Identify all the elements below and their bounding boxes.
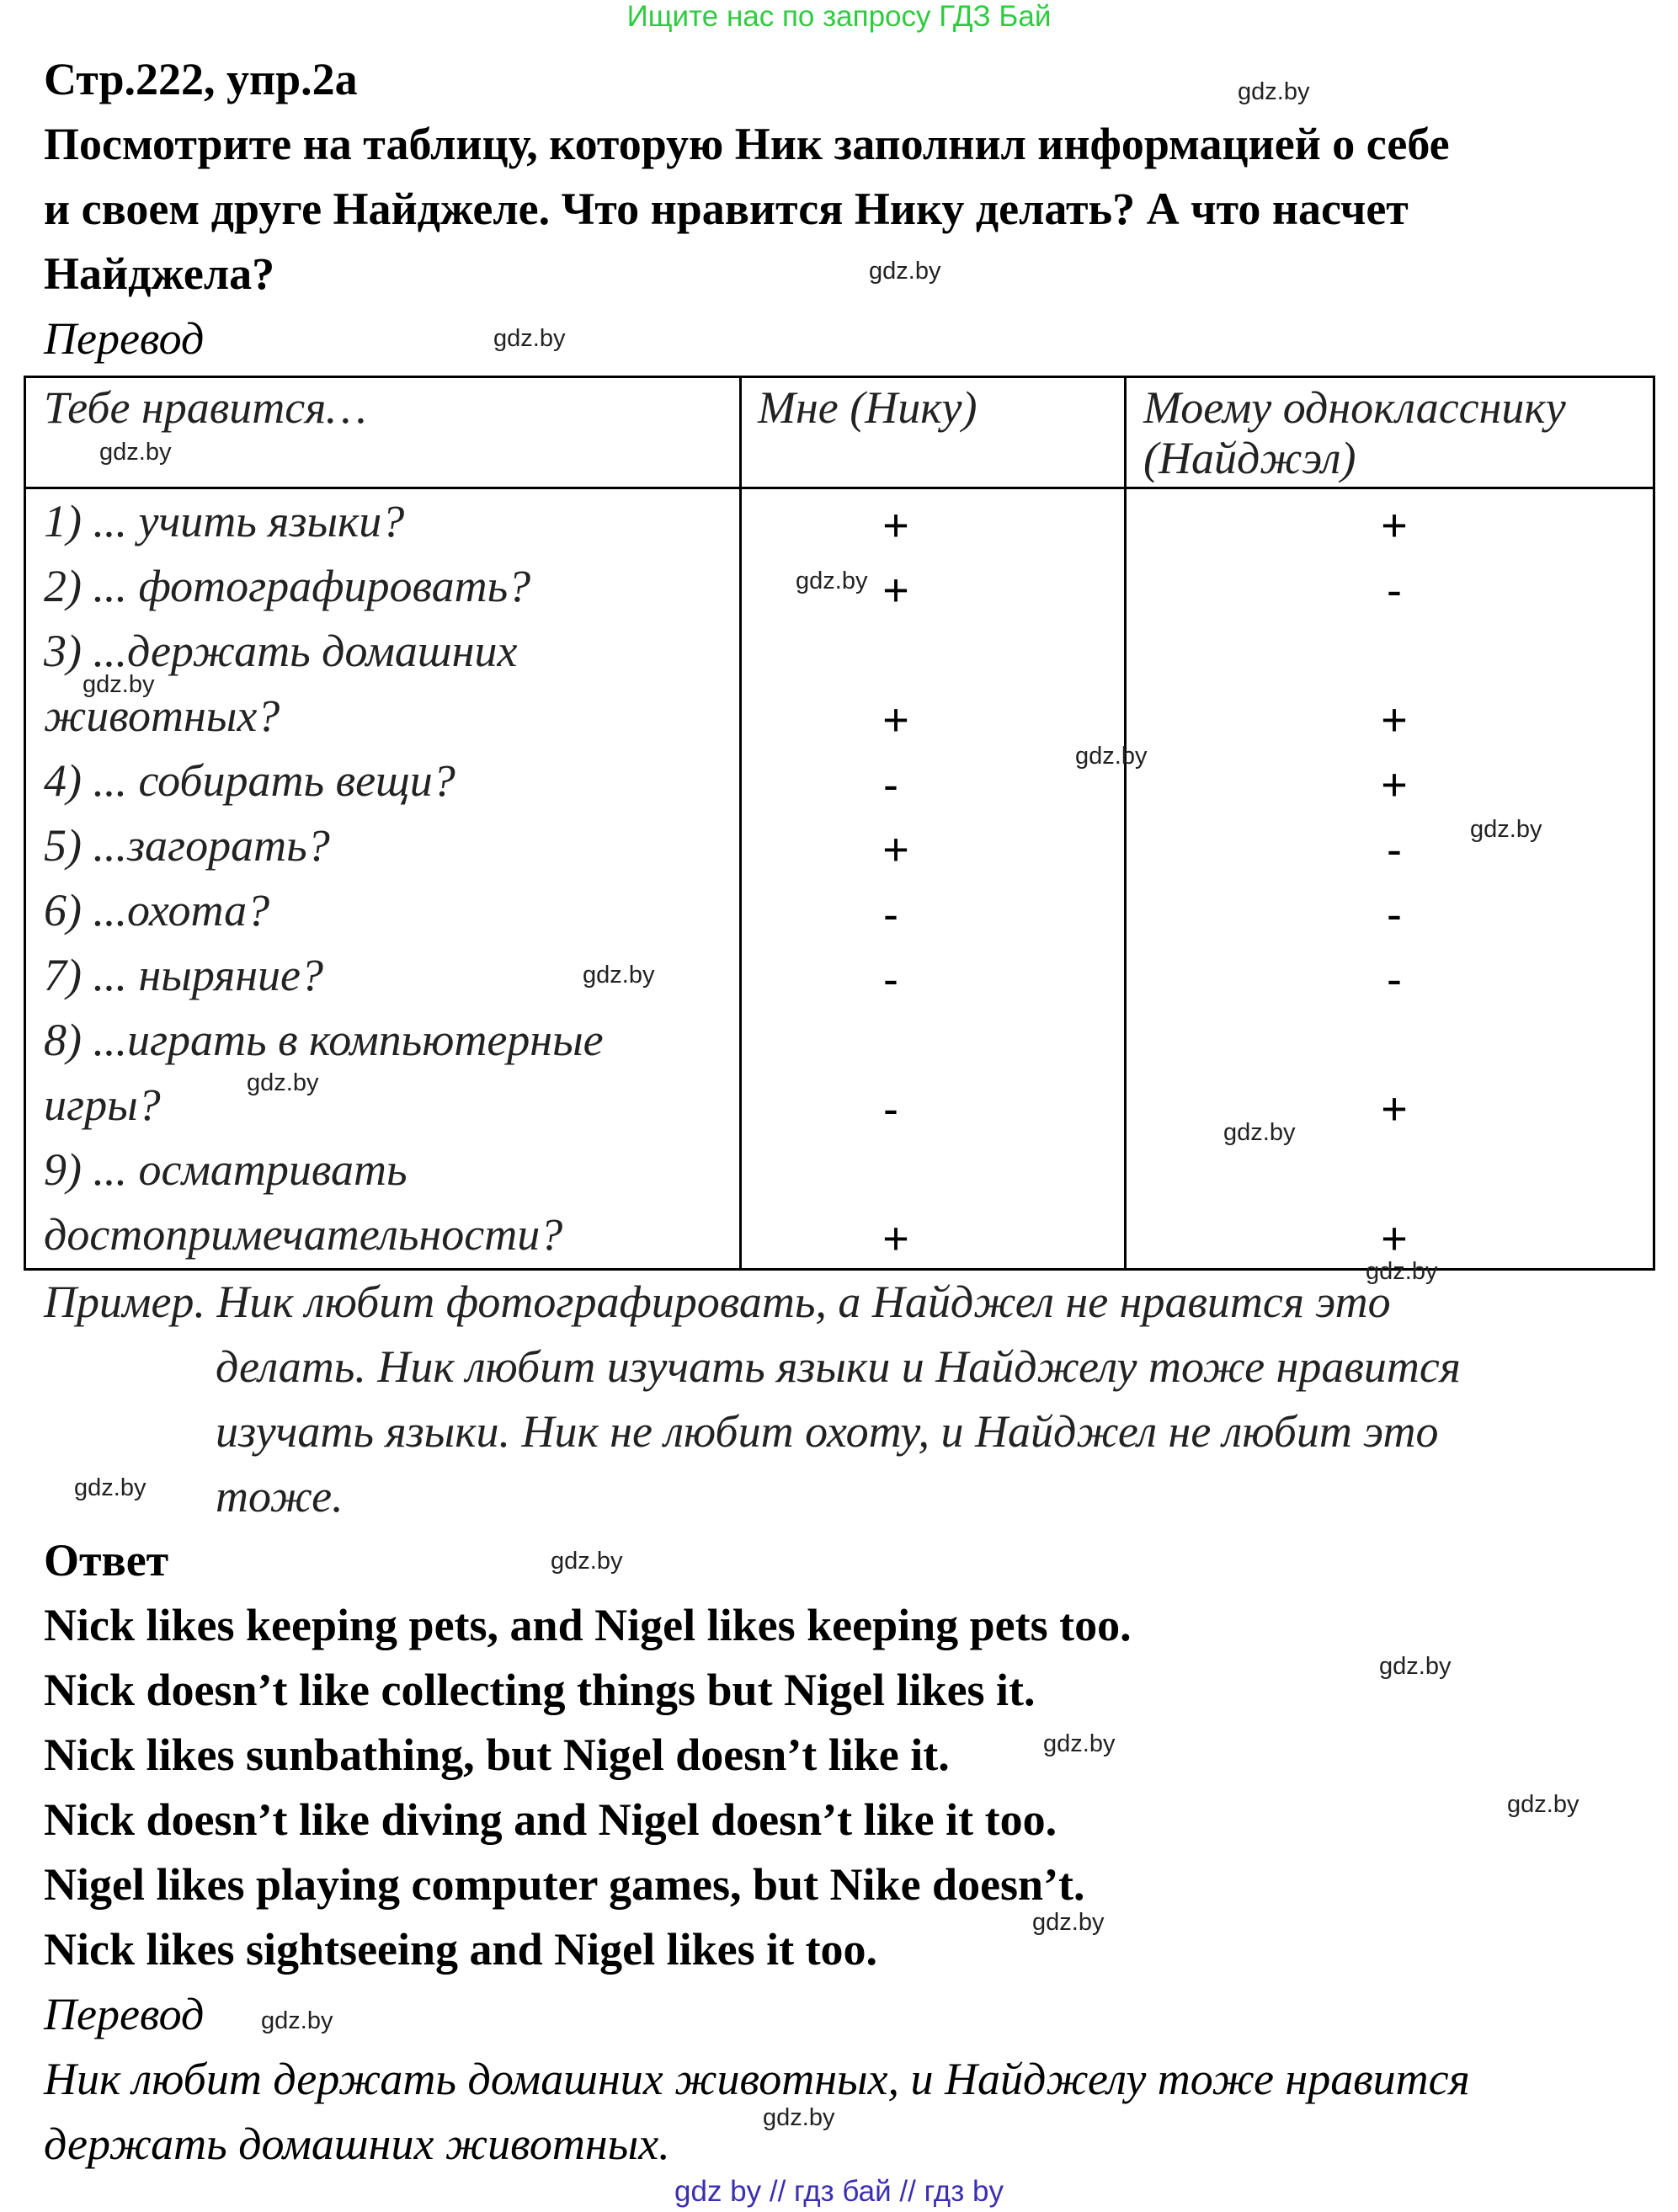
table-row-label: 7) ... ныряние? — [44, 950, 323, 1000]
classmate-mark: + — [1381, 500, 1408, 551]
page-title: Стр.222, упр.2а — [44, 54, 358, 104]
me-mark: - — [883, 954, 898, 1005]
header-question: Тебе нравится… — [44, 382, 367, 433]
watermark: gdz.by — [551, 1548, 623, 1575]
watermark: gdz.by — [74, 1474, 146, 1501]
me-mark: + — [882, 565, 909, 616]
me-mark: - — [883, 760, 898, 810]
task-line-3: Найджела? — [44, 248, 275, 299]
answer-line-5: Nigel likes playing computer games, but Nike doesn’t. — [44, 1859, 1085, 1910]
header-classmate-line-1: Моему однокласснику — [1143, 382, 1566, 433]
classmate-mark: + — [1381, 695, 1408, 745]
example-line-3: изучать языки. Ник не любит охоту, и Найджел не любит это — [216, 1406, 1439, 1457]
answer-line-3: Nick likes sunbathing, but Nigel doesn’t like it. — [44, 1730, 950, 1780]
classmate-mark: + — [1381, 1213, 1408, 1264]
table-row-label: животных? — [44, 690, 280, 741]
me-mark: - — [883, 889, 898, 940]
watermark: gdz.by — [1507, 1791, 1579, 1818]
me-mark: - — [883, 1084, 898, 1134]
likes-table — [24, 376, 1655, 1271]
table-row-label: 1) ... учить языки? — [44, 496, 405, 546]
watermark: gdz.by — [1043, 1730, 1116, 1757]
answer-label: Ответ — [44, 1535, 169, 1586]
table-row-label: 3) ...держать домашних — [44, 626, 518, 676]
watermark: gdz.by — [763, 2104, 835, 2131]
me-mark: + — [882, 824, 909, 875]
table-column-divider — [739, 376, 742, 1271]
translation-line-2: держать домашних животных. — [44, 2119, 670, 2169]
me-mark: + — [882, 500, 909, 551]
watermark: gdz.by — [1379, 1653, 1452, 1680]
answer-line-2: Nick doesn’t like collecting things but Nigel likes it. — [44, 1665, 1036, 1715]
watermark: gdz.by — [1470, 816, 1542, 843]
watermark: gdz.by — [261, 2007, 333, 2034]
watermark: gdz.by — [1032, 1909, 1105, 1936]
table-column-divider — [1124, 376, 1127, 1271]
table-row-label: достопримечательности? — [44, 1209, 563, 1260]
translation-label-2: Перевод — [44, 1989, 205, 2039]
classmate-mark: - — [1387, 954, 1402, 1005]
watermark: gdz.by — [1075, 743, 1148, 770]
watermark: gdz.by — [493, 325, 566, 352]
watermark: gdz.by — [1223, 1119, 1296, 1146]
table-row-label: 4) ... собирать вещи? — [44, 755, 455, 806]
classmate-mark: - — [1387, 565, 1402, 616]
bottom-banner[interactable]: gdz by // гдз бай // гдз by — [674, 2175, 1004, 2208]
classmate-mark: - — [1387, 889, 1402, 940]
classmate-mark: - — [1387, 824, 1402, 875]
classmate-mark: + — [1381, 1084, 1408, 1134]
watermark: gdz.by — [99, 439, 172, 466]
watermark: gdz.by — [583, 962, 655, 989]
table-row-label: 9) ... осматривать — [44, 1144, 408, 1195]
header-me: Мне (Нику) — [758, 382, 978, 433]
watermark: gdz.by — [247, 1069, 319, 1096]
answer-line-6: Nick likes sightseeing and Nigel likes it too. — [44, 1924, 878, 1975]
answer-line-1: Nick likes keeping pets, and Nigel likes keeping pets too. — [44, 1600, 1132, 1650]
header-classmate-line-2: (Найджэл) — [1143, 433, 1356, 483]
me-mark: + — [882, 695, 909, 745]
watermark: gdz.by — [1366, 1258, 1438, 1285]
translation-line-1: Ник любит держать домашних животных, и Найджелу тоже нравится — [44, 2054, 1470, 2104]
watermark: gdz.by — [869, 258, 941, 285]
table-row-label: 8) ...играть в компьютерные — [44, 1015, 604, 1065]
top-banner[interactable]: Ищите нас по запросу ГДЗ Бай — [626, 0, 1052, 33]
me-mark: + — [882, 1213, 909, 1264]
table-row-label: 5) ...загорать? — [44, 820, 330, 871]
watermark: gdz.by — [1238, 78, 1310, 105]
table-row-label: игры? — [44, 1079, 161, 1130]
table-row-label: 6) ...охота? — [44, 885, 270, 935]
example-line-1: Пример. Ник любит фотографировать, а Найджел не нравится это — [44, 1277, 1391, 1327]
watermark: gdz.by — [83, 671, 155, 698]
task-line-1: Посмотрите на таблицу, которую Ник заполнил информацией о себе — [44, 119, 1450, 169]
answer-line-4: Nick doesn’t like diving and Nigel doesn’t like it too. — [44, 1794, 1057, 1845]
example-line-2: делать. Ник любит изучать языки и Найджелу тоже нравится — [216, 1341, 1461, 1392]
classmate-mark: + — [1381, 760, 1408, 810]
table-row-label: 2) ... фотографировать? — [44, 561, 531, 611]
task-line-2: и своем друге Найджеле. Что нравится Нику делать? А что насчет — [44, 184, 1409, 234]
watermark: gdz.by — [796, 568, 868, 594]
translation-label: Перевод — [44, 313, 205, 364]
example-line-4: тоже. — [216, 1471, 344, 1522]
